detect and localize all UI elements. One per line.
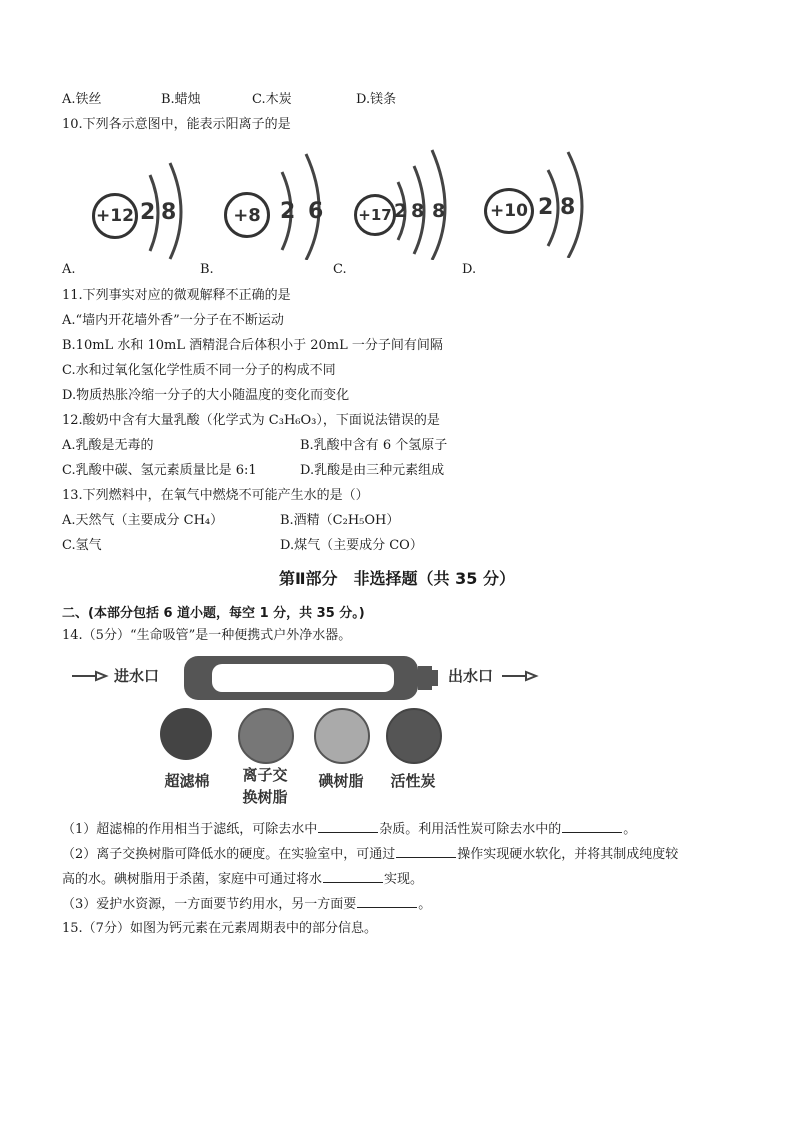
nucleus-d: +10 xyxy=(484,188,534,234)
life-straw-diagram xyxy=(62,652,562,812)
material-label-4: 活性炭 xyxy=(390,772,436,790)
atom-diagram-a xyxy=(88,145,208,260)
q12-option-c: C.乳酸中碳、氢元素质量比是 6:1 xyxy=(62,463,257,478)
q14-p1-text-c: 。 xyxy=(623,822,637,837)
q11-stem: 11.下列事实对应的微观解释不正确的是 xyxy=(62,288,291,303)
q14-blank-4[interactable] xyxy=(323,870,383,883)
iodine-resin-disc xyxy=(314,708,370,764)
q14-p3-text-a: （3）爱护水资源，一方面要节约用水，另一方面要 xyxy=(62,897,357,912)
q14-part-3 xyxy=(62,895,431,914)
q14-p2-text-d: 实现。 xyxy=(384,872,424,887)
q9-option-b: B.蜡烛 xyxy=(161,92,201,107)
q9-option-a: A.铁丝 xyxy=(62,92,102,107)
activated-carbon-disc xyxy=(386,708,442,764)
q13-stem: 13.下列燃料中，在氧气中燃烧不可能产生水的是（） xyxy=(62,488,369,503)
q14-blank-2[interactable] xyxy=(562,820,622,833)
atom-label-c: C. xyxy=(333,262,347,277)
q9-option-d: D.镁条 xyxy=(356,92,397,107)
q14-p1-text-b: 杂质。利用活性炭可除去水中的 xyxy=(379,822,562,837)
q15-stem: 15.（7分）如图为钙元素在元素周期表中的部分信息。 xyxy=(62,921,377,936)
q13-option-c: C.氢气 xyxy=(62,538,102,553)
nucleus-b: +8 xyxy=(224,192,270,238)
q13-option-b: B.酒精（C₂H₅OH） xyxy=(280,513,400,528)
ion-exchange-resin-disc xyxy=(238,708,294,764)
q11-option-a: A.“墙内开花墙外香”一分子在不断运动 xyxy=(62,313,284,328)
q14-part-1 xyxy=(62,820,636,839)
q14-blank-3[interactable] xyxy=(396,845,456,858)
q9-option-c: C.木炭 xyxy=(252,92,292,107)
section-2-heading: 二、(本部分包括 6 道小题，每空 1 分，共 35 分。) xyxy=(62,606,365,621)
q14-blank-1[interactable] xyxy=(318,820,378,833)
shell-c-1: 2 xyxy=(394,200,408,222)
atom-diagram-b xyxy=(220,142,345,260)
q14-blank-5[interactable] xyxy=(357,895,417,908)
shell-c-2: 8 xyxy=(411,200,425,222)
q14-stem: 14.（5分）“生命吸管”是一种便携式户外净水器。 xyxy=(62,628,352,643)
shell-c-3: 8 xyxy=(432,200,446,222)
q12-stem: 12.酸奶中含有大量乳酸（化学式为 C₃H₆O₃），下面说法错误的是 xyxy=(62,413,440,428)
ultrafiltration-cotton-disc xyxy=(160,708,212,760)
q12-option-b: B.乳酸中含有 6 个氢原子 xyxy=(300,438,448,453)
shell-b-1: 2 xyxy=(280,199,296,224)
inlet-label: 进水口 xyxy=(114,667,160,685)
q14-part-2 xyxy=(62,845,678,864)
q11-option-b: B.10mL 水和 10mL 酒精混合后体积小于 20mL 一分子间有间隔 xyxy=(62,338,443,353)
q13-option-a: A.天然气（主要成分 CH₄） xyxy=(62,513,224,528)
atom-diagram-c xyxy=(352,142,467,260)
q13-option-d: D.煤气（主要成分 CO） xyxy=(280,538,423,553)
nucleus-c: +17 xyxy=(354,194,396,236)
outlet-label: 出水口 xyxy=(448,667,494,685)
atom-label-b: B. xyxy=(200,262,214,277)
nucleus-a: +12 xyxy=(92,193,138,239)
q12-option-d: D.乳酸是由三种元素组成 xyxy=(300,463,445,478)
shell-b-2: 6 xyxy=(308,199,324,224)
q14-p3-text-b: 。 xyxy=(418,897,432,912)
material-label-1: 超滤棉 xyxy=(164,772,210,790)
material-label-2b: 换树脂 xyxy=(242,788,288,806)
q14-p2-text-a: （2）离子交换树脂可降低水的硬度。在实验室中，可通过 xyxy=(62,847,396,862)
atom-label-a: A. xyxy=(62,262,76,277)
shell-d-1: 2 xyxy=(538,195,554,220)
material-label-2a: 离子交 xyxy=(242,766,288,784)
q12-option-a: A.乳酸是无毒的 xyxy=(62,438,154,453)
q11-option-d: D.物质热胀冷缩一分子的大小随温度的变化而变化 xyxy=(62,388,350,403)
q14-part-2-cont xyxy=(62,870,423,889)
shell-a-2: 8 xyxy=(161,200,177,225)
material-label-3: 碘树脂 xyxy=(318,772,364,790)
q11-option-c: C.水和过氧化氢化学性质不同一分子的构成不同 xyxy=(62,363,336,378)
shell-a-1: 2 xyxy=(140,200,156,225)
shell-d-2: 8 xyxy=(560,195,576,220)
q14-p1-text-a: （1）超滤棉的作用相当于滤纸，可除去水中 xyxy=(62,822,318,837)
atom-label-d: D. xyxy=(462,262,477,277)
q10-stem: 10.下列各示意图中，能表示阳离子的是 xyxy=(62,117,291,132)
part-2-title: 第Ⅱ部分 非选择题（共 35 分） xyxy=(279,569,515,588)
q14-p2-text-c: 高的水。碘树脂用于杀菌，家庭中可通过将水 xyxy=(62,872,323,887)
atom-diagram-d xyxy=(482,146,607,258)
q14-p2-text-b: 操作实现硬水软化，并将其制成纯度较 xyxy=(457,847,679,862)
